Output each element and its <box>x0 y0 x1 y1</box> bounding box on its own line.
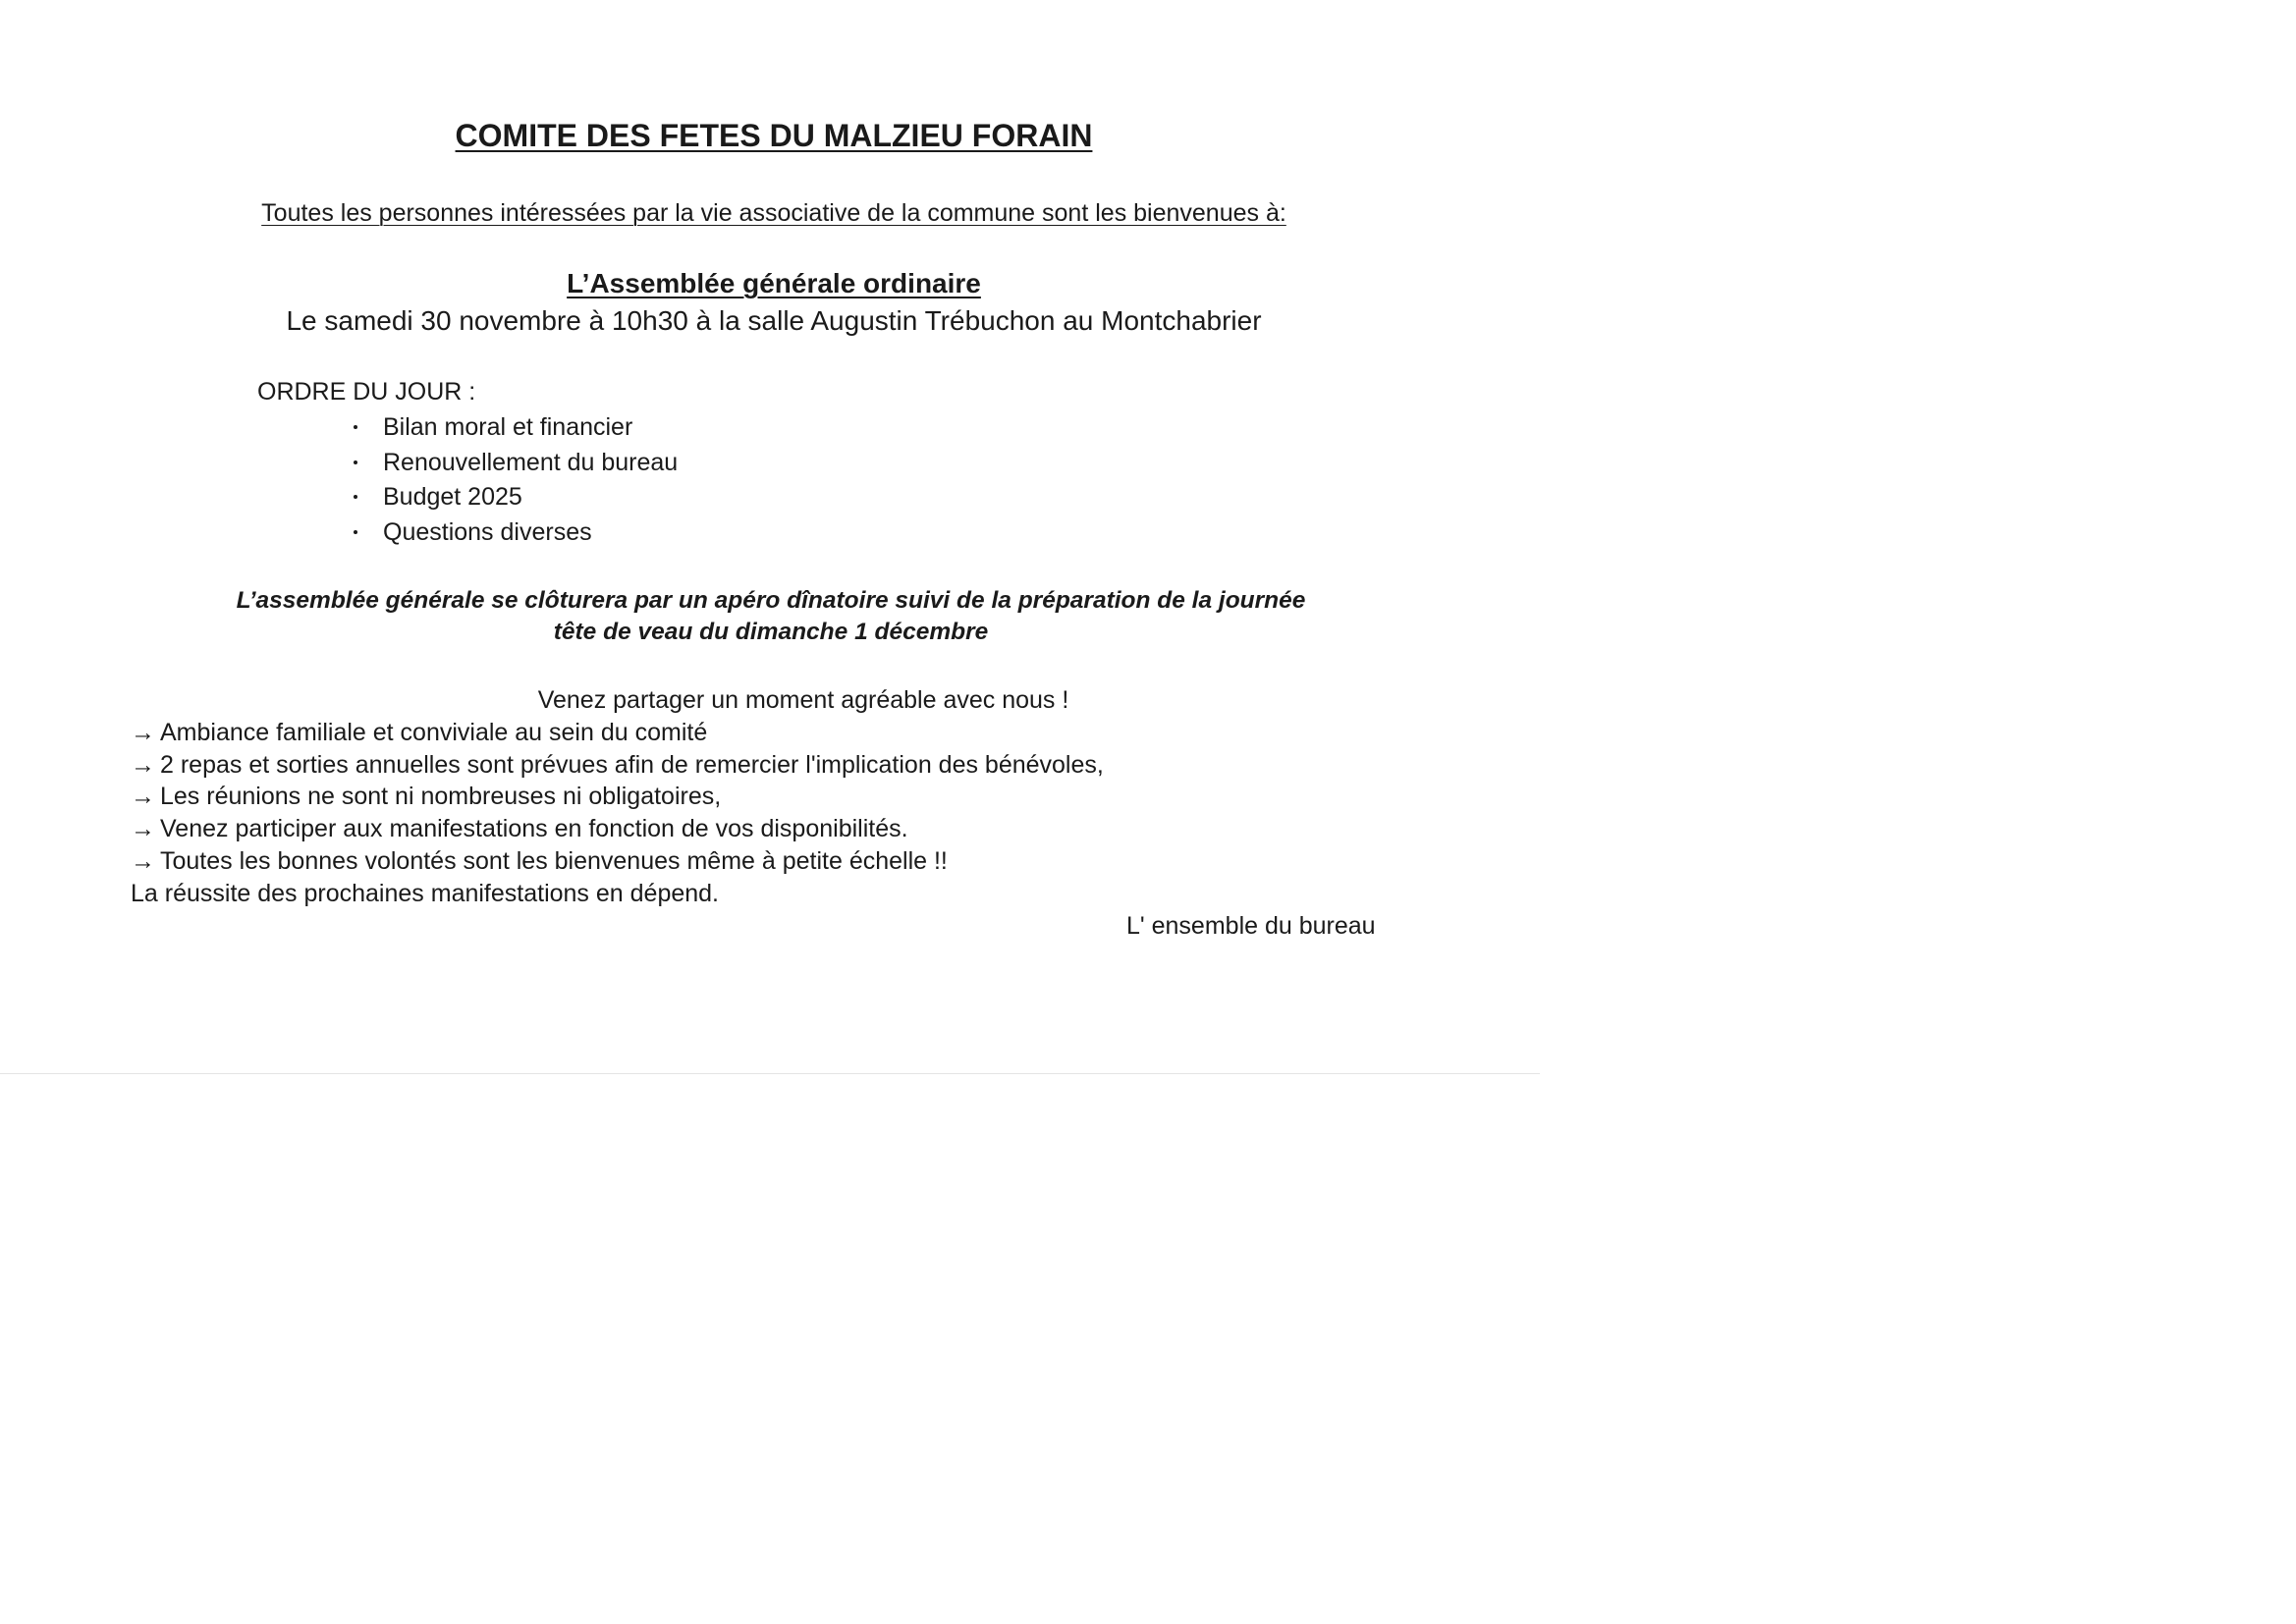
benefit-point <box>131 748 1104 782</box>
bullet-icon <box>354 425 357 429</box>
agenda-item <box>350 515 678 551</box>
benefit-point-text: Les réunions ne sont ni nombreuses ni obligatoires, <box>160 783 722 810</box>
benefit-point-text: Ambiance familiale et conviviale au sein du comité <box>160 719 708 746</box>
bullet-icon <box>354 495 357 499</box>
benefit-point-text: 2 repas et sorties annuelles sont prévues afin de remercier l'implication des bénévoles, <box>160 751 1104 779</box>
arrow-right-icon: → <box>131 847 155 875</box>
agenda-item <box>350 446 678 481</box>
meeting-date-location: Le samedi 30 novembre à 10h30 à la salle Augustin Trébuchon au Montchabrier <box>286 305 1262 336</box>
signature: L' ensemble du bureau <box>1126 912 1376 940</box>
agenda-heading: ORDRE DU JOUR : <box>257 378 476 406</box>
benefit-point-text: Toutes les bonnes volontés sont les bienvenues même à petite échelle !! <box>160 847 948 875</box>
agenda-item-label: Questions diverses <box>383 517 592 546</box>
intro-text: Toutes les personnes intéressées par la vie associative de la commune sont les bienvenues à: <box>261 199 1286 227</box>
arrow-right-icon: → <box>131 751 155 779</box>
agenda-item-label: Budget 2025 <box>383 483 522 511</box>
scan-edge-divider <box>0 1073 1540 1074</box>
bullet-icon <box>354 460 357 464</box>
bullet-icon <box>354 530 357 534</box>
meeting-title: L’Assemblée générale ordinaire <box>567 268 981 298</box>
document-title: COMITE DES FETES DU MALZIEU FORAIN <box>455 118 1093 153</box>
benefit-point <box>131 780 721 813</box>
document-page <box>0 0 1540 1083</box>
closing-statement-line-2: tête de veau du dimanche 1 décembre <box>553 619 989 645</box>
benefit-point <box>131 812 908 845</box>
agenda-item <box>350 410 678 446</box>
invitation-text: Venez partager un moment agréable avec nous ! <box>537 686 1069 714</box>
benefit-point-text: Venez participer aux manifestations en fonction de vos disponibilités. <box>160 815 908 842</box>
agenda-item-label: Renouvellement du bureau <box>383 448 679 476</box>
arrow-right-icon: → <box>131 815 155 842</box>
closing-statement-line-1: L’assemblée générale se clôturera par un apéro dînatoire suivi de la préparation de la journée <box>236 587 1306 614</box>
agenda-item <box>350 480 678 515</box>
agenda-item-label: Bilan moral et financier <box>383 413 633 441</box>
benefit-point <box>131 716 707 749</box>
arrow-right-icon: → <box>131 719 155 746</box>
conclusion-text: La réussite des prochaines manifestations en dépend. <box>131 880 719 907</box>
benefit-point <box>131 844 948 878</box>
arrow-right-icon: → <box>131 783 155 810</box>
agenda-list <box>350 410 678 550</box>
